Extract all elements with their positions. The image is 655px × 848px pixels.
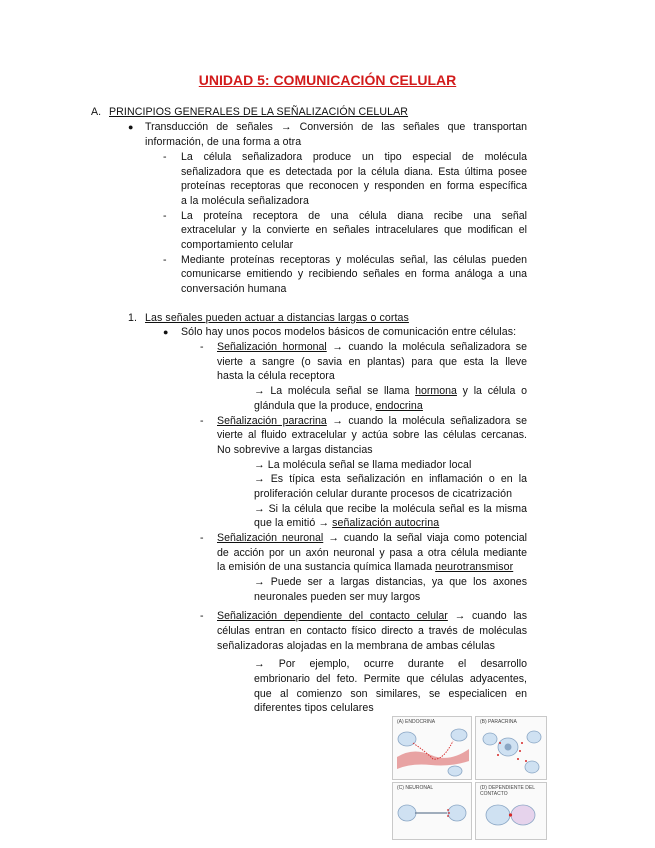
contact-molecule [509,813,512,816]
paracrina-note1: → La molécula señal se llama mediador local [254,459,472,471]
figure-panel-endocrine [392,716,472,780]
target-cell [525,761,539,773]
endocrine-cell [398,732,416,746]
paracrina-line3: No sobrevive a largas distancias [217,444,373,456]
section-a-marker: A. [91,106,102,118]
dash-marker: - [163,254,167,266]
hormonal-line2: vierte a sangre (o savia en plantas) para que esta la lleve [217,356,527,368]
endocrina-term: endocrina [375,400,423,412]
sub2-line3: comportamiento celular [181,239,294,251]
target-cell [527,731,541,743]
endocrine-diagram [393,717,471,779]
sub1-line3: proteínas receptoras que reconocen y responden en forma específica [181,180,527,192]
sub3-line3: conversación humana [181,283,287,295]
bullet1-line2: información, de una forma a otra [145,136,302,148]
sub1-line4: a la molécula señalizadora [181,195,310,207]
dash-marker: - [163,210,167,222]
section-a-heading: PRINCIPIOS GENERALES DE LA SEÑALIZACIÓN CELULAR [109,106,409,118]
autocrina-term: señalización autocrina [332,517,440,529]
paracrina-note3b: que la emitió → señalización autocrina [254,517,440,529]
dash-marker: - [200,610,204,622]
paracrina-term: Señalización paracrina [217,415,327,427]
dash-marker: - [200,415,204,427]
hormonal-line1: Señalización hormonal → cuando la molécula señalizadora se [217,341,527,353]
section-1-heading: Las señales pueden actuar a distancias largas o cortas [145,312,409,324]
panel-label: (A) ENDOCRINA [397,719,436,725]
dash-marker: - [200,532,204,544]
bullet-icon: ● [163,327,169,337]
bullet2-text: Sólo hay unos pocos modelos básicos de comunicación entre células: [181,326,517,338]
dash-marker: - [200,341,204,353]
neuronal-line3: la emisión de una sustancia química llamada neurotransmisor [217,561,514,573]
contacto-note-d: diferentes tipos celulares [254,702,374,714]
neuronal-note-a: → Puede ser a largas distancias, ya que los axones [254,576,527,588]
page-title: UNIDAD 5: COMUNICACIÓN CELULAR [198,72,457,88]
section-1-marker: 1. [128,312,138,324]
contacto-line3: señalizadoras alojadas en la membrana de ambas células [217,640,496,652]
contacto-line1: Señalización dependiente del contacto celular → cuando las [217,610,527,622]
signaling-cell [486,805,510,825]
hormonal-term: Señalización hormonal [217,341,327,353]
target-cell [451,729,467,741]
paracrina-note3a: → Si la célula que recibe la molécula señal es la misma [254,503,527,515]
sub1-line2: señalizadora que es detectada por la célula diana. Esta última posee [181,166,527,178]
neurotransmisor-term: neurotransmisor [435,561,514,573]
contacto-note-b: embrionario del feto. Permite que células adyacentes, [254,673,527,685]
target-cell [448,766,462,776]
target-cell [483,733,497,745]
paracrine-diagram [476,717,546,779]
neuronal-line1: Señalización neuronal → cuando la señal viaja como potencial [217,532,527,544]
target-cell [448,805,466,821]
neuron-body [398,805,416,821]
sub1-line1: La célula señalizadora produce un tipo especial de molécula [181,151,527,163]
hormonal-note-line2: glándula que la produce, endocrina [254,400,423,412]
contacto-note-a: → Por ejemplo, ocurre durante el desarrollo [254,658,527,670]
target-cell [511,805,535,825]
figure-panel-paracrine [475,716,547,780]
panel-label: (B) PARACRINA [480,719,517,725]
hormonal-line3: hasta la célula receptora [217,370,335,382]
nucleus [505,744,512,751]
bullet1-line1: Transducción de señales → Conversión de las señales que transportan [145,121,527,133]
contacto-note-c: que al comienzo son similares, se especialicen en [254,688,527,700]
sub3-line1: Mediante proteínas receptoras y moléculas señal, las células pueden [181,254,527,266]
sub3-line2: comunicarse emitiendo y recibiendo señales en forma análoga a una [181,268,527,280]
hormona-term: hormona [415,385,457,397]
sub2-line1: La proteína receptora de una célula diana recibe una señal [181,210,527,222]
figure-panel-neuronal [392,782,472,840]
paracrina-line1: Señalización paracrina → cuando la molécula señalizadora se [217,415,527,427]
paracrina-line2: vierte al fluido extracelular y actúa sobre las células cercanas. [217,429,527,441]
sub2-line2: extracelular y la convierte en señales intracelulares que modifican el [181,224,527,236]
paracrina-note2a: → Es típica esta señalización en inflamación o en la [254,473,527,485]
neuronal-term: Señalización neuronal [217,532,324,544]
neuronal-line2: de acción por un axón neuronal y pasa a otra célula mediante [217,547,527,559]
neuronal-note-b: neuronales pueden ser muy largos [254,591,421,603]
neuronal-diagram [393,783,471,839]
contacto-term: Señalización dependiente del contacto celular [217,610,448,622]
panel-label: (C) NEURONAL [397,785,434,791]
panel-label: (D) DEPENDIENTE DEL CONTACTO [480,785,535,797]
paracrina-note2b: proliferación celular durante procesos de cicatrización [254,488,513,500]
bullet-icon: ● [128,122,134,132]
figure-panel-contact [475,782,547,840]
contacto-line2: células entran en contacto físico directo a través de moléculas [217,625,527,637]
hormonal-note-line1: → La molécula señal se llama hormona y la célula o [254,385,528,397]
dash-marker: - [163,151,167,163]
